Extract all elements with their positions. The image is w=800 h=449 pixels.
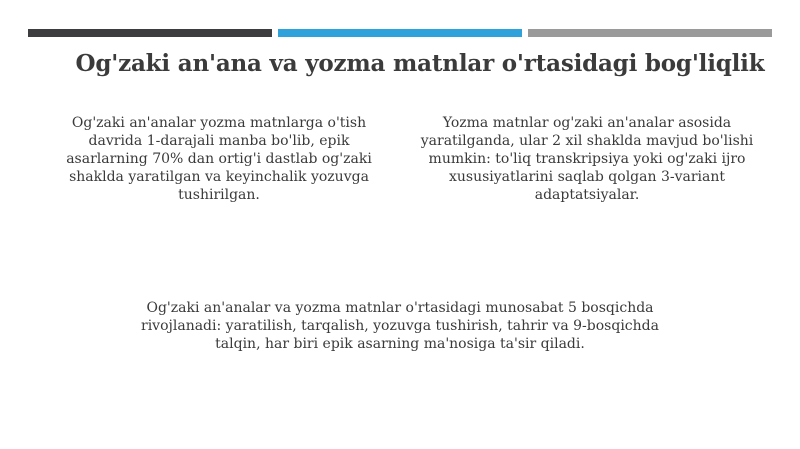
accent-bar-blue [278,29,522,37]
right-paragraph: Yozma matnlar og'zaki an'analar asosida yaratilganda, ular 2 xil shaklda mavjud bo'lishi mumkin: to'liq transkripsiya yoki og'zaki ijro xususiyatlarini saqlab qolgan 3-variant adaptatsiyalar. [420,115,754,203]
bottom-paragraph: Og'zaki an'analar va yozma matnlar o'rtasidagi munosabat 5 bosqichda rivojlanadi: yaratilish, tarqalish, yozuvga tushirish, tahrir va 9-bosqichda talqin, har biri epik asarning ma'nosiga ta'sir qiladi. [141,300,659,352]
slide-title: Og'zaki an'ana va yozma matnlar o'rtasidagi bog'liqlik [75,50,765,77]
accent-bar-gray [528,29,772,37]
left-paragraph: Og'zaki an'analar yozma matnlarga o'tish davrida 1-darajali manba bo'lib, epik asarlarning 70% dan ortig'i dastlab og'zaki shaklda yaratilgan va keyinchalik yozuvga tushirilgan. [66,115,372,203]
accent-bar-dark [28,29,272,37]
